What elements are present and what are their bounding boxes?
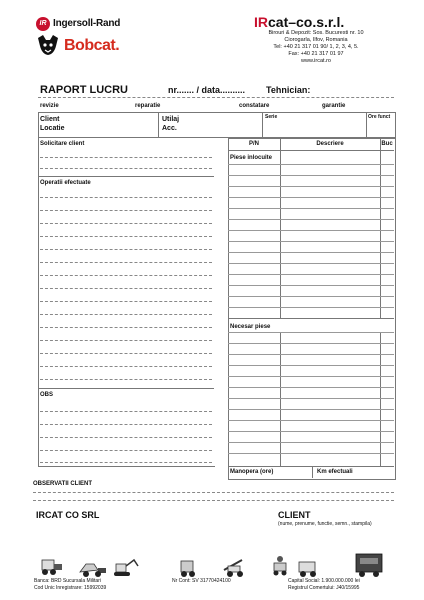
footer-capital: Capital Social: 1.900.000.000 lei bbox=[288, 578, 360, 584]
acc-label: Acc. bbox=[162, 125, 177, 132]
operator-icon bbox=[268, 554, 292, 576]
signature-client-note: (nume, prenume, functie, semn., stampila) bbox=[278, 521, 372, 527]
observatii-client-label: OBSERVATII CLIENT bbox=[33, 481, 93, 487]
bobcat-wordmark: Bobcat. bbox=[64, 37, 120, 54]
footer-cui: Cod Unic Inregistrare: 15992039 bbox=[34, 585, 107, 591]
telehandler-icon bbox=[222, 556, 250, 578]
descriere-header: Descriere bbox=[316, 141, 344, 147]
signature-client: CLIENT bbox=[278, 510, 311, 520]
skid-steer-icon bbox=[36, 554, 64, 576]
compact-loader-icon bbox=[176, 556, 200, 578]
utility-vehicle-icon bbox=[296, 556, 322, 578]
bobcat-logo bbox=[36, 34, 156, 58]
ingersoll-rand-logo bbox=[36, 17, 166, 31]
loader-icon bbox=[78, 556, 108, 578]
pn-header: P/N bbox=[248, 141, 259, 147]
footer-account: Nr Cont: SV 31770424100 bbox=[172, 578, 231, 584]
type-revizie[interactable]: revizie bbox=[40, 103, 59, 109]
client-block bbox=[38, 112, 396, 138]
operatii-efectuate-label: Operatii efectuate bbox=[40, 180, 91, 186]
excavator-icon bbox=[112, 556, 140, 578]
bobcat-head-icon bbox=[36, 34, 60, 56]
km-efectuati-label[interactable]: Km efectuali bbox=[317, 469, 353, 475]
parts-table bbox=[228, 138, 396, 480]
form-title: RAPORT LUCRU bbox=[40, 84, 128, 96]
type-reparatie[interactable]: reparatie bbox=[135, 103, 161, 109]
type-constatare[interactable]: constatare bbox=[239, 103, 270, 109]
company-address: Birouri & Depozit: Sos. Bucuresti nr. 10 Ciorogarla, Ilfov, Romania Tel: +40 21 317 01 90/ 1, 2, 3, 4, 5. Fax: +40 21 317 01 97 www.ircat.ro bbox=[268, 30, 364, 64]
signature-ircat: IRCAT CO SRL bbox=[36, 510, 100, 520]
footer-bank: Banca: BRD Sucursala Militari bbox=[34, 578, 101, 584]
tehnician-field[interactable]: Tehnician: bbox=[266, 85, 311, 95]
obs-label: OBS bbox=[40, 392, 54, 398]
ingersoll-rand-wordmark: Ingersoll-Rand bbox=[53, 18, 121, 29]
company-header bbox=[254, 14, 404, 65]
utilaj-label: Utilaj bbox=[162, 116, 180, 123]
manopera-label[interactable]: Manopera (ore) bbox=[230, 469, 274, 475]
nr-data-field[interactable]: nr....... / data.......... bbox=[168, 85, 246, 95]
solicitare-client-label: Solicitare client bbox=[40, 141, 85, 147]
piese-inlocuite-label: Piese inlocuite bbox=[230, 155, 273, 161]
company-name: IRcat–co.s.r.l. bbox=[254, 14, 345, 30]
locatie-label: Locatie bbox=[40, 125, 65, 132]
compressor-icon bbox=[352, 550, 386, 578]
left-panel bbox=[38, 138, 215, 467]
client-label: Client bbox=[40, 116, 60, 123]
ore-funct-label: Ore funct bbox=[368, 114, 391, 120]
serie-label: Serie bbox=[265, 114, 278, 120]
footer-registry: Registrul Comertului: J40/15995 bbox=[288, 585, 360, 591]
necesar-piese-label: Necesar piese bbox=[230, 324, 271, 330]
ir-logo-mark: IR bbox=[36, 17, 50, 31]
type-garantie[interactable]: garantie bbox=[322, 103, 346, 109]
buc-header: Buc bbox=[381, 141, 393, 147]
